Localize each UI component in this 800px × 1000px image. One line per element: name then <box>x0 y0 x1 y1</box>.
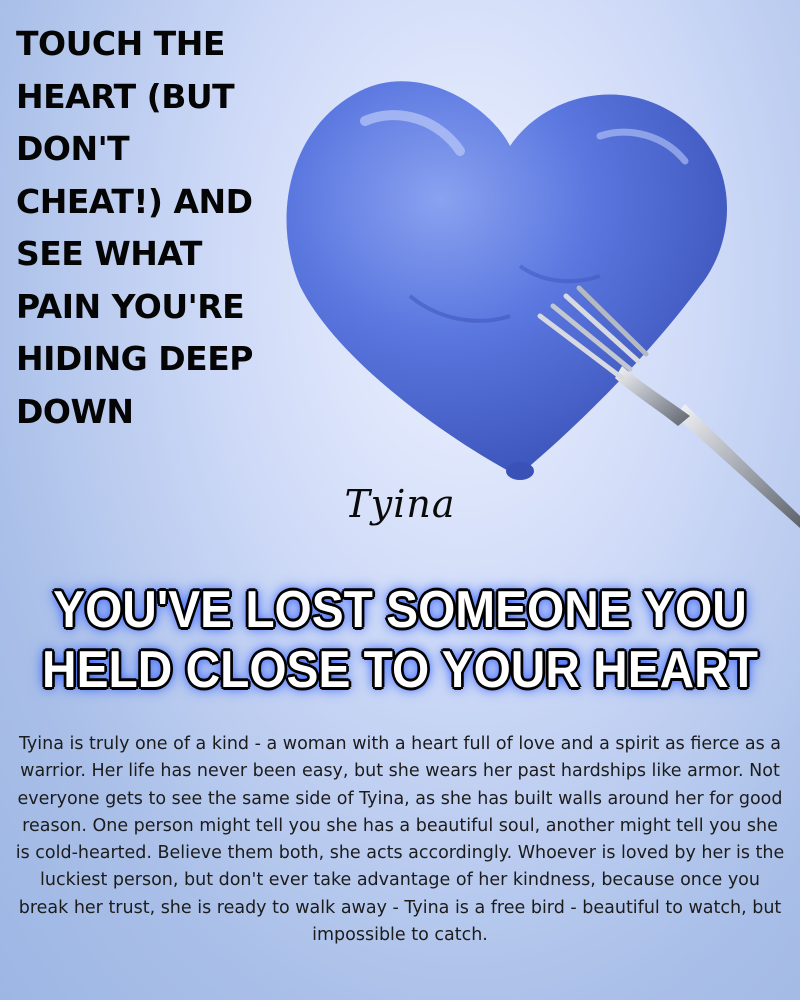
heart-balloon <box>287 81 728 480</box>
result-description: Tyina is truly one of a kind - a woman with a heart full of love and a spirit as fierce as a warrior. Her life has never been easy, but she wears her past hardships like armor. Not everyone gets to see the same side of Tyina, as she has built walls around her for good reason. One person might tell you she has a beautiful soul, another might tell you she is cold-hearted. Believe them both, she acts accordingly. Whoever is loved by her is the luckiest person, but don't ever take advantage of her kindness, because once you break her trust, she is ready to walk away - Tyina is a free bird - beautiful to watch, but impossible to catch. <box>15 734 785 946</box>
heart-on-fork-image <box>270 66 800 536</box>
result-headline: YOU'VE LOST SOMEONE YOU HELD CLOSE TO YOUR HEART <box>42 581 758 699</box>
result-name: Tyina <box>344 482 456 526</box>
quiz-title: TOUCH THE HEART (BUT DON'T CHEAT!) AND SEE WHAT PAIN YOU'RE HIDING DEEP DOWN <box>16 24 253 431</box>
